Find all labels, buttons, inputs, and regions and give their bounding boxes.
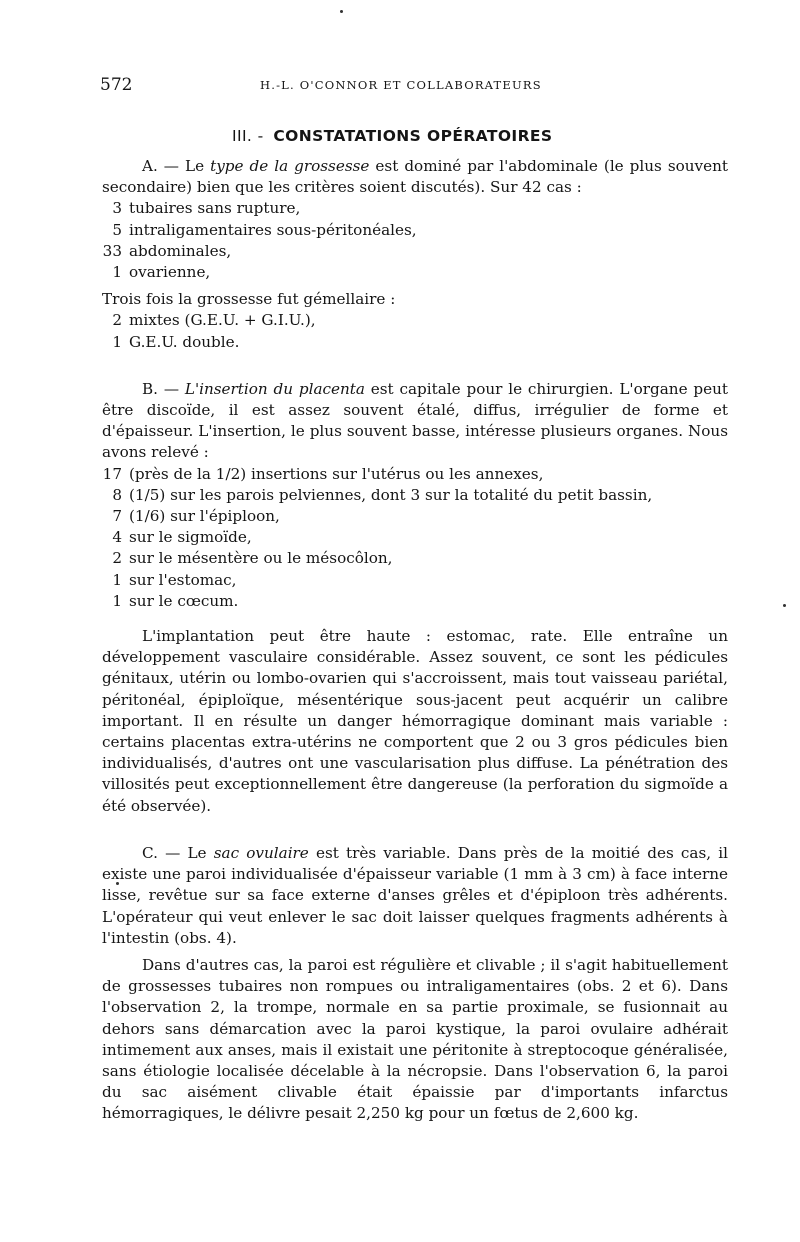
italic-term: sac ovulaire	[213, 843, 309, 862]
list-item	[102, 548, 728, 569]
list-item	[102, 198, 728, 219]
paragraph-text: est dominé par l'abdominale (le plus souvent secondaire) bien que les critères soient discutés). Sur 42 cas :	[102, 157, 729, 197]
item-text: G.E.U. double.	[129, 332, 240, 351]
item-text: mixtes (G.E.U. + G.I.U.),	[129, 311, 316, 330]
paragraph-c-intro	[102, 843, 728, 949]
paragraph-implantation: L'implantation peut être haute : estomac, rate. Elle entraîne un développement vasculaire considérable. Assez souvent, ce sont les pédicules génitaux, utérin ou lombo-ovarien qui s'accroissent, mais tout vaisseau pariétal, péritonéal, épiploïque, mésentérique sous-jacent peut acquérir un calibre important. Il en résulte un danger hémorragique dominant mais variable : certains placentas extra-utérins ne comportent que 2 ou 3 gros pédicules bien individualisés, d'autres ont une vascularisation plus diffuse. La pénétration des villosités peut exceptionnellement être dangereuse (la perforation du sigmoïde a été observée).	[102, 627, 728, 815]
section-number: III. -	[232, 127, 264, 145]
item-count: 17	[102, 464, 122, 483]
section-heading	[232, 127, 552, 145]
paragraph-label: C. — Le	[142, 843, 214, 862]
item-count: 7	[112, 507, 122, 526]
list-item	[102, 241, 728, 262]
paragraph-b-intro	[102, 379, 728, 464]
list-item	[102, 332, 728, 353]
list-item	[102, 570, 728, 591]
item-text: abdominales,	[129, 241, 232, 260]
item-text: intraligamentaires sous-péritonéales,	[129, 220, 417, 239]
item-count: 1	[112, 591, 122, 610]
list-item	[102, 262, 728, 283]
item-text: ovarienne,	[129, 263, 211, 282]
italic-term: L'insertion du placenta	[184, 379, 365, 398]
list-item	[102, 527, 728, 548]
list-item	[102, 220, 728, 241]
twin-intro: Trois fois la grossesse fut gémellaire :	[102, 290, 396, 309]
item-text: sur l'estomac,	[129, 570, 237, 589]
item-count: 2	[112, 311, 122, 330]
item-text: (1/5) sur les parois pelviennes, dont 3 sur la totalité du petit bassin,	[129, 485, 653, 504]
item-count: 2	[112, 549, 122, 568]
item-text: (près de la 1/2) insertions sur l'utérus ou les annexes,	[129, 464, 544, 483]
item-text: sur le cœcum.	[129, 591, 239, 610]
paragraph-a-intro	[102, 156, 728, 198]
item-text: (1/6) sur l'épiploon,	[129, 507, 280, 526]
item-text: tubaires sans rupture,	[129, 199, 301, 218]
item-text: sur le mésentère ou le mésocôlon,	[129, 549, 393, 568]
item-count: 8	[112, 485, 122, 504]
paragraph-text: est très variable. Dans près de la moitié des cas, il existe une paroi individualisée d'épaisseur variable (1 mm à 3 cm) à face interne lisse, revêtue sur sa face externe d'anses grêles et d'épiploon très adhérents. L'opérateur qui veut enlever le sac doit laisser quelques fragments adhérents à l'intestin (obs. 4).	[102, 843, 728, 947]
section-title: CONSTATATIONS OPÉRATOIRES	[273, 127, 553, 145]
body-text	[102, 156, 728, 1125]
page-header	[100, 75, 740, 99]
list-item	[102, 310, 728, 331]
item-count: 4	[112, 528, 122, 547]
item-count: 3	[112, 199, 122, 218]
paragraph-c-second: Dans d'autres cas, la paroi est régulière et clivable ; il s'agit habituellement de grossesses tubaires non rompues ou intraligamentaires (obs. 2 et 6). Dans l'observation 2, la trompe, normale en sa partie proximale, se fusionnait au dehors sans démarcation avec la paroi kystique, la paroi ovulaire adhérait intimement aux anses, mais il existait une péritonite à streptocoque généralisée, sans étiologie localisée décelable à la nécropsie. Dans l'observation 6, la paroi du sac aisément clivable était épaissie par d'importants infarctus hémorragiques, le délivre pesait 2,250 kg pour un fœtus de 2,600 kg.	[102, 955, 728, 1123]
list-item	[102, 506, 728, 527]
list-item	[102, 464, 728, 485]
item-count: 1	[112, 570, 122, 589]
page-number: 572	[100, 75, 133, 95]
list-item	[102, 591, 728, 612]
paragraph-label: A. — Le	[142, 157, 211, 175]
item-count: 1	[112, 332, 122, 351]
item-count: 1	[112, 263, 122, 282]
paragraph-label: B. —	[142, 379, 185, 398]
scan-speck	[340, 10, 343, 13]
running-head: H.-L. O'CONNOR ET COLLABORATEURS	[260, 78, 542, 92]
scan-speck	[783, 604, 786, 607]
paragraph-text: est capitale pour le chirurgien. L'organe peut être discoïde, il est assez souvent étalé, diffus, irrégulier de forme et d'épaisseur. L'insertion, le plus souvent basse, intéresse plusieurs organes. Nous avons relevé :	[102, 379, 728, 462]
italic-term: type de la grossesse	[210, 157, 370, 175]
item-count: 33	[102, 241, 122, 260]
item-text: sur le sigmoïde,	[129, 528, 252, 547]
item-count: 5	[112, 220, 122, 239]
list-item	[102, 485, 728, 506]
